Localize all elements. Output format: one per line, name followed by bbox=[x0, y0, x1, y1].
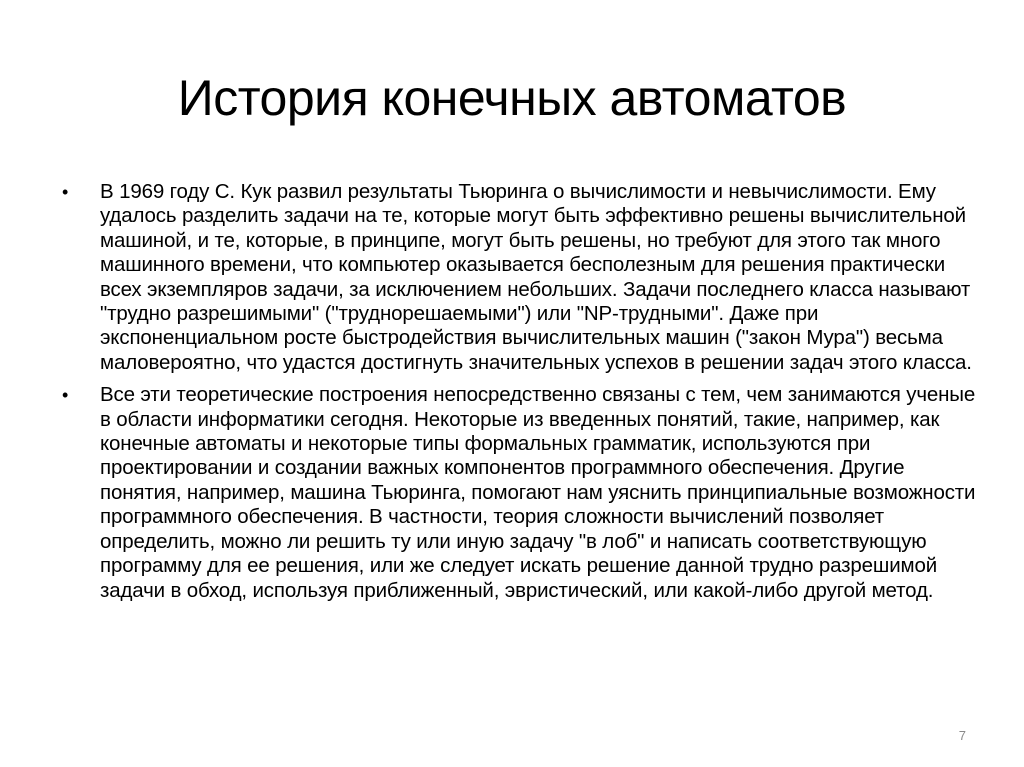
bullet-dot-icon: • bbox=[62, 385, 69, 406]
slide-title: История конечных автоматов bbox=[177, 70, 847, 126]
bullet-text: Все эти теоретические построения непосредственно связаны с тем, чем занимаются ученые в области информатики сегодня. Некоторые из введенных понятий, такие, например, как конечные автоматы и некоторые типы формальных грамматик, используются при проектировании и создании важных компонентов программного обеспечения. Другие понятия, например, машина Тьюринга, помогают нам уяснить принципиальные возможности программного обеспечения. В частности, теория сложности вычислений позволяет определить, можно ли решить ту или иную задачу "в лоб" и написать соответствующую программу для ее решения, или же следует искать решение данной трудно разрешимой задачи в обход, используя приближенный, эвристический, или какой-либо другой метод. bbox=[100, 383, 976, 602]
bullet-dot-icon: • bbox=[62, 182, 69, 202]
bullet-item bbox=[62, 383, 982, 603]
bullet-text: В 1969 году С. Кук развил результаты Тьюринга о вычислимости и невычислимости. Ему удалось разделить задачи на те, которые могут быть эффективно решены вычислительной машиной, и те, которые, в принципе, могут быть решены, но требуют для этого так много машинного времени, что компьютер оказывается бесполезным для решения практически всех экземпляров задачи, за исключением небольших. Задачи последнего класса называют "трудно разрешимыми" ("труднорешаемыми") или "NP-трудными". Даже при экспоненциальном росте быстродействия вычислительных машин ("закон Мура") весьма маловероятно, что удастся достигнуть значительных успехов в решении задач этого класса. bbox=[100, 180, 972, 374]
bullet-list bbox=[62, 180, 982, 603]
page-number: 7 bbox=[958, 728, 966, 743]
bullet-item bbox=[62, 180, 982, 375]
